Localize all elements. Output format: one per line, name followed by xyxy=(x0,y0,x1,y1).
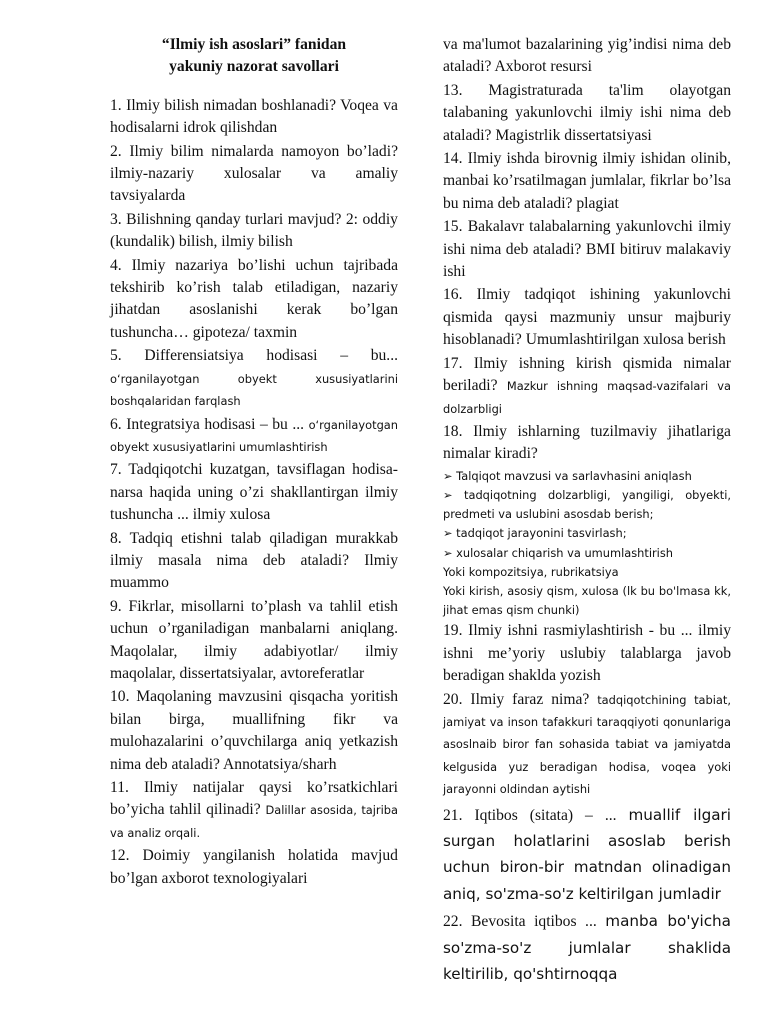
question-7 xyxy=(110,459,398,526)
question-text: Ilmiy ishning kirish qismida nimalar beriladi? xyxy=(443,354,732,395)
question-15 xyxy=(443,216,731,283)
question-14 xyxy=(443,148,731,215)
question-text: Magistraturada ta'lim olayotgan talabaning yakunlovchi ilmiy ishi nima deb ataladi? xyxy=(443,81,731,144)
question-10 xyxy=(110,686,398,776)
question-9 xyxy=(110,596,398,686)
question-20 xyxy=(443,689,731,801)
question-number: 19. xyxy=(443,622,463,640)
question-number: 10. xyxy=(110,688,130,706)
answer-text: Dalillar asosida, tajriba va analiz orqali. xyxy=(110,803,398,840)
question-text: Bakalavr talabalarning yakunlovchi ilmiy ishi nima deb ataladi? xyxy=(443,218,731,258)
question-text: Integratsiya hodisasi – bu ... xyxy=(126,415,305,433)
question-text: Tadqiq etishni talab qiladigan murakkab ilmiy masala nima deb ataladi? xyxy=(110,529,398,569)
list-item: ➢ xulosalar chiqarish va umumlashtirish xyxy=(443,545,674,560)
question-number: 16. xyxy=(443,286,463,304)
question-number: 1. xyxy=(110,96,122,114)
question-text: Iqtibos (sitata) – ... xyxy=(474,806,617,824)
question-number: 8. xyxy=(110,529,122,547)
question-text: Tadqiqotchi kuzatgan, tavsiflagan hodisa-narsa haqida uning o’zi shakllantirgan ilmiy tushuncha ... xyxy=(110,461,398,524)
question-text: Ilmiy nazariya bo’lishi uchun tajribada tekshirib ko’rish talab etiladigan, nazariy jihatdan asoslanishi kerak bo’lgan tushuncha… xyxy=(110,256,398,341)
answer-text: BMI bitiruv malakaviy ishi xyxy=(443,240,731,281)
question-text: Ilmiy ishda birovnig ilmiy ishidan olinib, manbai ko’rsatilmagan jumlalar, fikrlar bo’lsa bu nima deb ataladi? xyxy=(443,150,731,212)
list-item: ➢ tadqiqotning dolzarbligi, yangiligi, obyekti, predmeti va uslubini asosdab berish; xyxy=(443,487,731,522)
list-item: Yoki kirish, asosiy qism, xulosa (lk bu bo'lmasa kk, jihat emas qism chunki) xyxy=(443,583,731,618)
question-text: Differensiatsiya hodisasi – bu... xyxy=(144,347,398,365)
list-item: ➢ tadqiqot jarayonini tasvirlash; xyxy=(443,526,627,541)
answer-text: muallif ilgari surgan holatlarini asoslab berish uchun biron-bir matndan olinadigan aniq, so'zma-so'z keltirilgan jumladir xyxy=(443,805,731,903)
question-11 xyxy=(110,777,398,844)
answer-text: Annotatsiya/sharh xyxy=(223,755,337,773)
answer-text: Magistrlik dissertatsiyasi xyxy=(495,126,652,144)
question-19 xyxy=(443,620,731,687)
question-text: Ilmiy bilim nimalarda namoyon bo’ladi? xyxy=(129,142,398,160)
question-12 xyxy=(110,845,398,890)
list-item: ➢ Talqiqot mavzusi va sarlavhasini aniqlash xyxy=(443,468,692,483)
question-number: 9. xyxy=(110,597,122,615)
answer-text: Maqolalar, ilmiy adabiyotlar/ ilmiy maqolalar, dissertatsiyalar, avtoreferatlar xyxy=(110,642,398,682)
page-title xyxy=(110,34,398,79)
question-8 xyxy=(110,528,398,595)
question-number: 7. xyxy=(110,461,122,479)
question-text: Ilmiy ishni rasmiylashtirish - bu ... ilmiy ishni me’yoriy uslubiy talablarga javob beradigan shaklda yozish xyxy=(443,622,731,685)
question-4 xyxy=(110,255,398,345)
answer-text: Umumlashtirilgan xulosa berish xyxy=(525,331,726,349)
answer-text: manba bo'yicha so'zma-so'z jumlalar shaklida keltirilib, qo'shtirnoqqa xyxy=(443,912,731,984)
question-number: 22. xyxy=(443,913,463,931)
answer-text: o‘rganilayotgan obyekt xususiyatlarini boshqalaridan farqlash xyxy=(110,371,398,409)
question-number: 11. xyxy=(110,779,129,796)
question-text: Bevosita iqtibos ... xyxy=(471,913,597,931)
answer-text: 2: oddiy (kundalik) bilish, ilmiy bilish xyxy=(110,210,398,251)
question-3 xyxy=(110,209,398,254)
question-number: 14. xyxy=(443,150,463,168)
right-column xyxy=(443,34,731,988)
question-text: Ilmiy natijalar qaysi ko’rsatkichlari bo’yicha tahlil qilinadi? xyxy=(110,779,398,819)
left-column xyxy=(110,34,398,891)
answer-text: Ilmiy muammo xyxy=(110,551,398,592)
question-12-continued: va ma'lumot bazalarining yig’indisi nima deb ataladi? Axborot resursi xyxy=(443,36,731,76)
question-22 xyxy=(443,908,731,987)
answer-text: Voqea va hodisalarni idrok qilishdan xyxy=(110,96,398,137)
answer-text: ilmiy xulosa xyxy=(192,506,271,524)
question-number: 5. xyxy=(110,347,122,365)
answer-text: Mazkur ishning maqsad-vazifalari va dolzarbligi xyxy=(443,379,731,416)
title-line-2: yakuniy nazorat savollari xyxy=(169,58,339,76)
question-number: 2. xyxy=(110,142,122,160)
question-5 xyxy=(110,345,398,412)
question-17 xyxy=(443,353,731,420)
question-text: Ilmiy bilish nimadan boshlanadi? xyxy=(126,96,337,114)
title-line-1: “Ilmiy ish asoslari” fanidan xyxy=(161,36,347,53)
question-text: Doimiy yangilanish holatida mavjud bo’lgan axborot texnologiyalari xyxy=(110,847,398,887)
question-number: 17. xyxy=(443,354,463,372)
question-number: 18. xyxy=(443,422,463,440)
question-number: 13. xyxy=(443,81,463,99)
answer-text: tadqiqotchining tabiat, jamiyat va inson tafakkuri taraqqiyoti qonunlariga asoslnaib biror fan sohasida tabiat va jamiyatda kelgusida yuz beradigan hodisa, voqea yoki jarayonni oldindan aytishi xyxy=(443,692,731,797)
question-number: 21. xyxy=(443,806,463,824)
question-text: Ilmiy tadqiqot ishining yakunlovchi qismida qaysi mazmuniy unsur majburiy hisoblanadi? xyxy=(443,286,731,349)
question-18 xyxy=(443,421,731,466)
question-number: 15. xyxy=(443,218,463,236)
question-text: Fikrlar, misollarni to’plash va tahlil etish uchun o’rganiladigan manbalarni aniqlang. xyxy=(110,597,398,638)
question-18-list xyxy=(443,467,731,621)
answer-text: ilmiy-nazariy xulosalar va amaliy tavsiyalarda xyxy=(110,165,398,205)
question-number: 12. xyxy=(110,847,130,865)
question-text: Ilmiy faraz nima? xyxy=(470,690,590,708)
question-21 xyxy=(443,802,731,908)
question-number: 3. xyxy=(110,210,122,228)
answer-text: plagiat xyxy=(576,194,619,212)
question-text: Bilishning qanday turlari mavjud? xyxy=(126,210,342,228)
question-text: Maqolaning mavzusini qisqacha yoritish bilan birga, muallifning fikr va mulohazalarini o’quvchilarga aniq yetkazish nima deb ataladi? xyxy=(110,688,398,773)
question-2 xyxy=(110,141,398,208)
question-6 xyxy=(110,414,398,459)
question-number: 20. xyxy=(443,690,463,708)
question-16 xyxy=(443,284,731,351)
list-item: Yoki kompozitsiya, rubrikatsiya xyxy=(443,564,619,579)
question-text: Ilmiy ishlarning tuzilmaviy jihatlariga nimalar kiradi? xyxy=(443,422,731,463)
question-13 xyxy=(443,80,731,147)
question-number: 4. xyxy=(110,256,122,274)
question-number: 6. xyxy=(110,415,122,433)
question-1 xyxy=(110,95,398,140)
answer-text: gipoteza/ taxmin xyxy=(192,323,298,341)
answer-text: o‘rganilayotgan obyekt xususiyatlarini umumlashtirish xyxy=(110,417,398,454)
